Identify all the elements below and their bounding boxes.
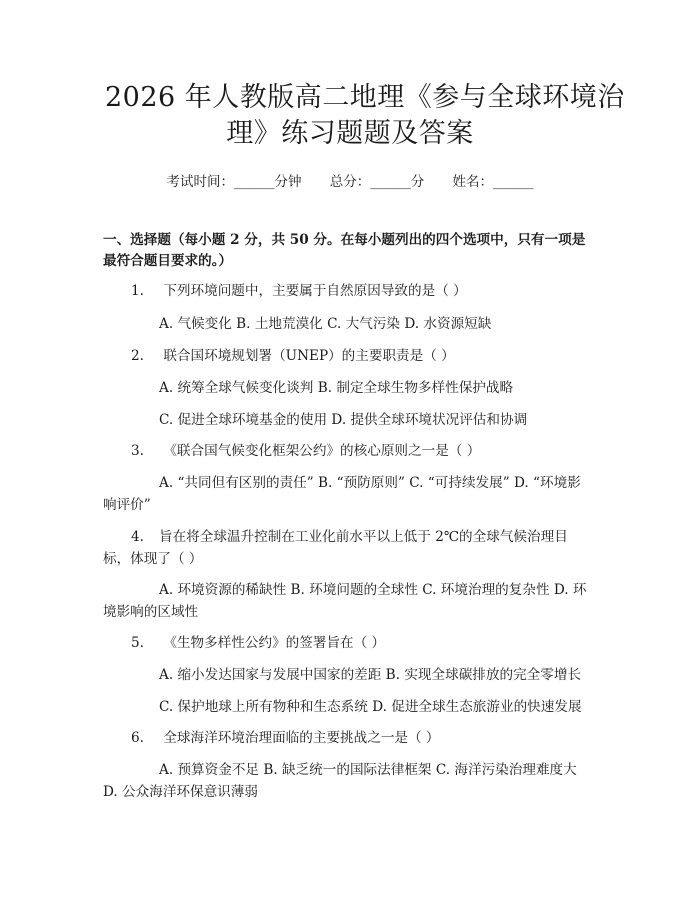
question-4 [103,526,593,570]
question-5 [103,632,593,654]
question-3-options: A. “共同但有区别的责任” B. “预防原则” C. “可持续发展” D. “环境影响评价” [103,475,581,513]
question-number: 6. [131,730,144,746]
question-6-options: A. 预算资金不足 B. 缺乏统一的国际法律框架 C. 海洋污染治理难度大 D. 公众海洋环保意识薄弱 [103,762,577,800]
question-4-options: A. 环境资源的稀缺性 B. 环境问题的全球性 C. 环境治理的复杂性 D. 环境影响的区域性 [103,582,587,620]
exam-time: 考试时间：______分钟 [166,174,302,190]
title-line-2: 理》练习题题及答案 [226,118,474,149]
question-number: 3. [131,443,144,459]
document-title [105,80,625,152]
question-stem: 下列环境问题中，主要属于自然原因导致的是（ ） [163,283,467,299]
question-2 [103,345,593,367]
question-1 [103,280,593,302]
question-2-options-line-1: A. 统筹全球气候变化谈判 B. 制定全球生物多样性保护战略 [159,380,514,396]
question-1-options: A. 气候变化 B. 土地荒漠化 C. 大气污染 D. 水资源短缺 [159,316,492,332]
question-stem: 全球海洋环境治理面临的主要挑战之一是（ ） [163,730,440,746]
section-heading: 一、选择题（每小题 2 分，共 50 分。在每小题列出的四个选项中，只有一项是最符合题目要求的。） [103,232,586,269]
question-3 [103,440,593,462]
question-stem: 旨在将全球温升控制在工业化前水平以上低于 2℃的全球气候治理目标，体现了（ ） [103,529,568,567]
title-line-1: 2026 年人教版高二地理《参与全球环境治 [105,82,625,113]
question-2-options-line-2: C. 促进全球环境基金的使用 D. 提供全球环境状况评估和协调 [159,412,528,428]
question-number: 4. [131,529,144,545]
question-6 [103,727,593,749]
question-stem: 联合国环境规划署（UNEP）的主要职责是（ ） [163,348,455,364]
question-number: 5. [131,635,144,651]
exam-name: 姓名：______ [452,174,534,190]
question-5-options-line-1: A. 缩小发达国家与发展中国家的差距 B. 实现全球碳排放的完全零增长 [159,667,582,683]
question-stem: 《生物多样性公约》的签署旨在（ ） [163,635,386,651]
exam-score: 总分：______分 [329,174,425,190]
exam-info [0,170,700,190]
question-number: 1. [131,283,144,299]
question-number: 2. [131,348,144,364]
question-5-options-line-2: C. 保护地球上所有物种和生态系统 D. 促进全球生态旅游业的快速发展 [159,699,582,715]
question-stem: 《联合国气候变化框架公约》的核心原则之一是（ ） [163,443,481,459]
